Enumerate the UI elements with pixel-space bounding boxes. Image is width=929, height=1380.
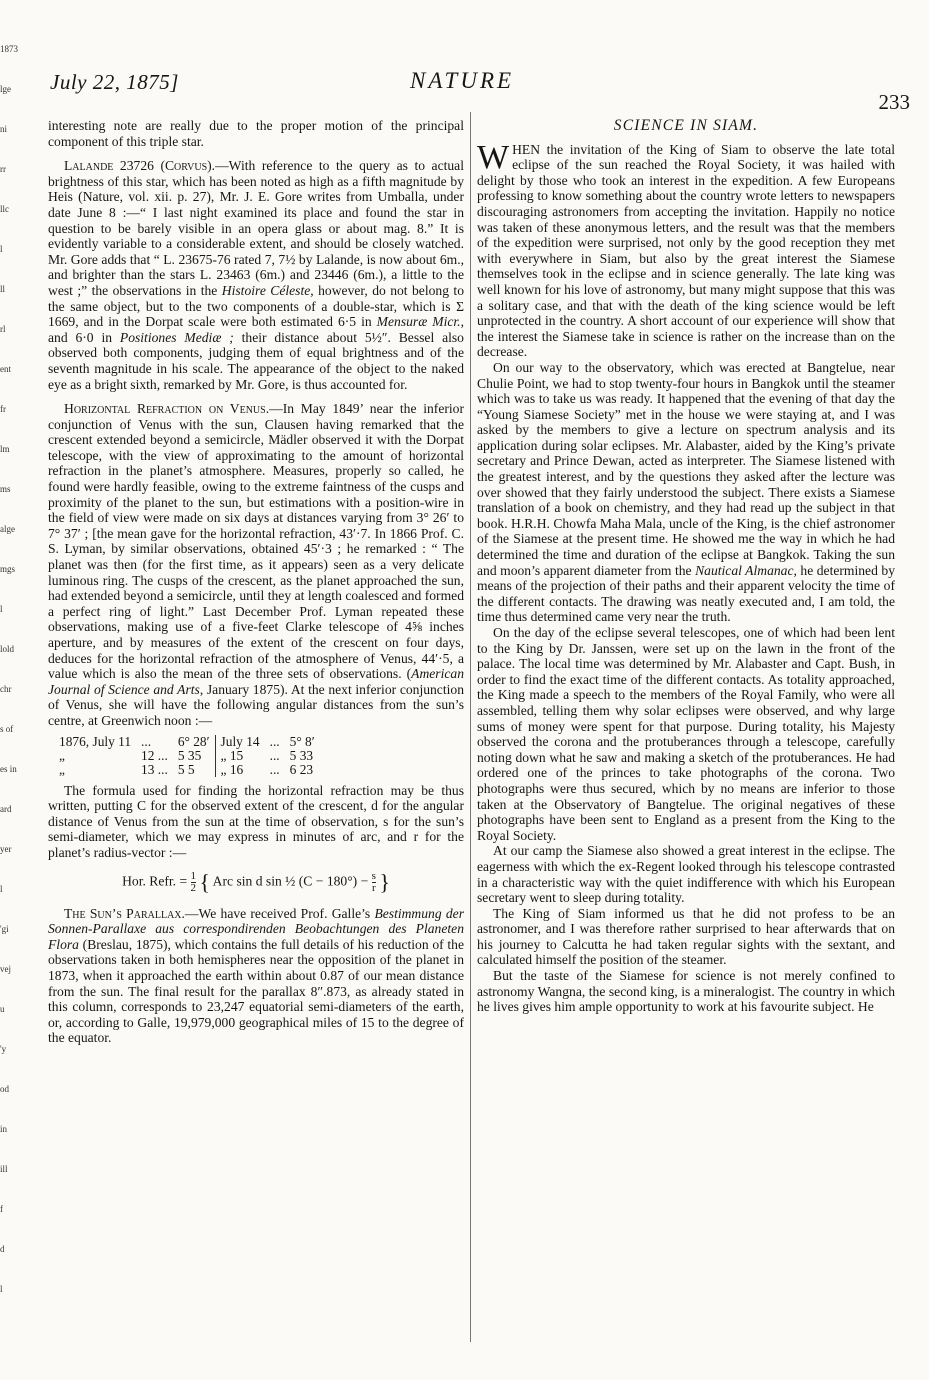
frac2-num: s xyxy=(371,869,376,882)
table-row xyxy=(54,735,320,749)
margin-fragment: ill xyxy=(0,1164,8,1174)
distance-table xyxy=(54,735,320,777)
table-cell: ... xyxy=(269,733,280,749)
almanac-citation: Nautical Almanac xyxy=(695,562,794,578)
margin-fragment: fr xyxy=(0,404,6,414)
brace-close: } xyxy=(379,869,390,895)
refraction-formula xyxy=(48,871,464,894)
margin-fragment: l xyxy=(0,884,3,894)
margin-fragment: rl xyxy=(0,324,6,334)
page-number: 233 xyxy=(878,90,910,114)
margin-fragment: lge xyxy=(0,84,11,94)
table-cell: 12 ... xyxy=(141,747,168,763)
siam-paragraph-3: On the day of the eclipse several telescopes, one of which had been lent to the King by Dr. Janssen, were set up on the lawn in the front of the palace. The local time was determined by Mr. Alabaster and Capt. Bush, in order to find the exact time of the different contacts. As totality approached, the King made a speech to the members of the Royal Family, who were all assembled, telling them why solar eclipses were observed, and why large sums of money were spent for that purpose. During totality, his Majesty observed the corona and the protuberances through a telescope, carefully noting down what he saw and making a sketch of the protuberances. He had ordered one of the princes to take photographs of the corona. Two photographs were thus secured, which by no means are inferior to those taken at the Observatory of Bangtelue. The original negatives of these photographs have been sent to England as a present from the King to the Royal Society. xyxy=(477,625,895,843)
parallax-text-a: —We have received Prof. Galle’s xyxy=(184,905,371,921)
table-cell: 5 35 xyxy=(177,747,202,763)
siam-text-1: HEN the invitation of the King of Siam to observe the late total eclipse of the sun reached the Royal Society, it was hailed with delight by those who took an interest in the expedition. A few Europeans professing to know something about the country wrote letters to newspapers discouraging astronomers from accepting the invitation. Happily no notice was taken of these anonymous letters, and the result was that the members of the expedition were surprised, not only by the good reception they met with everywhere in Siam, but also by the great interest the Siamese themselves took in the eclipse and in science generally. The late king was well known for his love of astronomy, but many might suppose that this was a solitary case, and that with the death of the king science would be left unprotected in the country. A short account of our experience will show that the interest the Siamese take in science is rather on the increase than on the decrease. xyxy=(477,141,895,360)
siam-paragraph-5: The King of Siam informed us that he did not profess to be an astronomer, and I was therefore rather surprised to hear afterwards that on his journey to Calcutta he had taken regular sights with the sextant, and calculated himself the position of the steamer. xyxy=(477,905,895,968)
margin-fragment: llc xyxy=(0,204,9,214)
margin-fragment: ni xyxy=(0,124,8,134)
frac-num: 1 xyxy=(190,869,197,882)
page-header xyxy=(50,66,910,114)
intro-paragraph: interesting note are really due to the proper motion of the principal component of this triple star. xyxy=(48,118,464,149)
table-cell: 13 ... xyxy=(141,761,168,777)
table-cell: 5 5 xyxy=(177,761,195,777)
margin-fragment: chr xyxy=(0,684,12,694)
venus-paragraph xyxy=(48,401,464,728)
formula-lhs: Hor. Refr. = xyxy=(122,873,188,889)
lalande-text-c: , and 6·0 in xyxy=(48,314,464,345)
venus-citation: American Journal of Science and Arts xyxy=(48,666,464,697)
margin-fragment: ent xyxy=(0,364,11,374)
left-column xyxy=(48,118,464,1046)
parallax-text-b: (Breslau, 1875), which contains the full details of his reduction of the observations taken in both hemispheres near the opposition of the planet in 1873, when it approached the earth within about 0.87 of our mean distance from the sun. The final result for the parallax 8″.873, as already stated in this column, corresponds to 23,247 equatorial semi-diameters of the earth, or, according to Galle, 19,979,000 geographical miles of 15 to the degree of the equator. xyxy=(48,936,464,1046)
margin-fragment: 'gi xyxy=(0,924,9,934)
drop-capital: W xyxy=(477,138,510,176)
table-cell: 6 23 xyxy=(289,761,314,777)
table-cell: ... xyxy=(141,733,152,749)
siam-text-2b: , he determined by means of the projection of their paths and their apparent velocity the time of the different contacts. The drawing was neatly executed and, I am told, the time thus determined came very near the truth. xyxy=(477,562,895,625)
margin-fragment: l xyxy=(0,1284,3,1294)
table-cell: „ xyxy=(59,747,65,763)
margin-fragment: in xyxy=(0,1124,8,1134)
parallax-paragraph xyxy=(48,906,464,1046)
parallax-citation: Bestimmung der Sonnen-Parallaxe aus correspondirenden Beobachtungen des Planeten Flora xyxy=(48,905,464,952)
margin-fragment: d xyxy=(0,1244,5,1254)
margin-fragment: alge xyxy=(0,524,15,534)
siam-text-2a: On our way to the observatory, which was erected at Bangtelue, near Chulie Point, we had to stop twenty-four hours in Bangkok until the steamer which was to take us was ready. It happened that the evening of that day the “Young Siamese Society” met in the house we were staying at, and I was asked by the members to give a lecture on spectrum analysis and its application during solar eclipses. Mr. Alabaster, aided by the King’s private secretary and Prince Dewan, acted as interpreter. The Siamese listened with the greatest interest, and by the questions they asked after the lecture was over showed that they fairly understood the subject. There exists a Siamese translation of a book on chemistry, and they had read up the subject in that book. H.R.H. Chowfa Maha Mala, uncle of the King, is the chief astronomer of the Siamese at the present time. He showed me the way in which he had determined the time and duration of the eclipse at Bangkok. Taking the sun and moon’s apparent diameter from the xyxy=(477,359,895,578)
parallax-heading: The Sun’s Parallax. xyxy=(64,905,185,921)
margin-fragment: ard xyxy=(0,804,12,814)
table-cell: 5 33 xyxy=(289,747,314,763)
right-column xyxy=(477,118,895,1015)
margin-fragment: 1873 xyxy=(0,44,18,54)
table-cell: July 14 xyxy=(215,735,265,749)
table-cell: „ 16 xyxy=(215,763,265,777)
margin-fragment: yer xyxy=(0,844,12,854)
margin-fragment: 'y xyxy=(0,1044,7,1054)
lalande-text-d: their distance about 5½″. Bessel also observed both components, judging them of equal brightness and of the seventh magnitude in his scale. The appearance of the object to the naked eye as a bright sixth, remarked by Mr. Gore, is thus accounted for. xyxy=(48,329,464,392)
table-cell: ... xyxy=(269,747,280,763)
binding-margin xyxy=(0,40,24,1340)
margin-fragment: l xyxy=(0,244,3,254)
journal-title: NATURE xyxy=(410,68,515,93)
margin-fragment: ms xyxy=(0,484,11,494)
table-cell: „ xyxy=(59,761,65,777)
frac2-den: r xyxy=(371,881,376,894)
lalande-citation-2: Mensuræ Micr. xyxy=(376,314,461,330)
margin-fragment: vej xyxy=(0,964,11,974)
table-cell: 1876, July 11 xyxy=(59,733,132,749)
margin-fragment: l xyxy=(0,604,3,614)
venus-text-a: —In May 1849’ near the inferior conjunction of Venus with the sun, Clausen having remarked that the crescent extended beyond a semicircle, Mädler observed it with the Dorpat telescope, with the view of approximating to the amount of horizontal refraction in the planet’s atmosphere. Measures, properly so called, he found were hardly feasible, owing to the extreme faintness of the cusps and proximity of the planet to the sun, but estimations with a position-wire in the field of view were made on six days at distances varying from 3° 26′ to 7° 37′ ; [the mean gave for the horizontal refraction, 43′·7. In 1866 Prof. C. S. Lyman, by similar observations, obtained 45′·3 ; he remarked : “ The planet was then (for the first time, as it appears) seen as a very delicate luminous ring. The cusps of the crescent, as the planet approached the sun, had extended beyond a semicircle, until they at length coalesced and formed a perfect ring of light.” Last December Prof. Lyman repeated these observations, making use of a five-feet Clarke telescope of 4⅝ inches aperture, and by measures of the extent of the crescent on four days, deduces for the horizontal refraction of the atmosphere of Venus, 44′·5, a value which is also the mean of the three sets of observations. ( xyxy=(48,401,464,682)
column-divider xyxy=(470,112,471,1342)
margin-fragment: f xyxy=(0,1204,3,1214)
lalande-text-b: , however, do not belong to the same object, but to the two components of a double-star, which is Σ 1669, and in the Dorpat scale were both estimated 6·5 in xyxy=(48,282,465,330)
margin-fragment: lold xyxy=(0,644,15,654)
lalande-citation-3: Positiones Mediæ ; xyxy=(119,329,234,345)
margin-fragment: rr xyxy=(0,164,6,174)
margin-fragment: lm xyxy=(0,444,10,454)
lalande-paragraph xyxy=(48,158,464,392)
siam-paragraph-4: At our camp the Siamese also showed a great interest in the eclipse. The eagerness with which the ex-Regent looked through his telescope contrasted in a characteristic way with the quiet indifference with which his European secretary went to sleep during totality. xyxy=(477,843,895,906)
table-cell: 6° 28′ xyxy=(177,733,210,749)
table-cell: ... xyxy=(269,761,280,777)
frac-den: 2 xyxy=(190,881,197,894)
siam-paragraph-1 xyxy=(477,138,895,360)
formula-mid: Arc sin d sin ½ (C − 180°) − xyxy=(212,873,369,889)
siam-paragraph-6: But the taste of the Siamese for science is not merely confined to astronomy Wangna, the second king, is a mineralogist. The country in which he lives gives him ample opportunity to work at his favourite subject. He xyxy=(477,968,895,1015)
venus-text-b: , January 1875). At the next inferior conjunction of Venus, she will have the following angular distances from the sun’s centre, at Greenwich noon :— xyxy=(48,681,464,728)
margin-fragment: od xyxy=(0,1084,9,1094)
siam-paragraph-2 xyxy=(477,360,895,625)
lalande-citation-1: Histoire Céleste xyxy=(221,282,311,298)
table-row xyxy=(54,763,320,777)
table-cell: „ 15 xyxy=(215,749,265,763)
margin-fragment: u xyxy=(0,1004,5,1014)
brace-open: { xyxy=(199,869,211,895)
formula-half xyxy=(191,871,197,894)
margin-fragment: mgs xyxy=(0,564,16,574)
header-date: July 22, 1875] xyxy=(50,70,179,94)
formula-intro: The formula used for finding the horizontal refraction may be thus written, putting C for the observed extent of the crescent, d for the angular distance of Venus from the sun at the time of observation, s for the sun’s semi-diameter, which we may express in minutes of arc, and r for the planet’s radius-vector :— xyxy=(48,782,464,860)
table-row xyxy=(54,749,320,763)
article-title: SCIENCE IN SIAM. xyxy=(613,117,759,134)
lalande-text-a: —With reference to the query as to actual brightness of this star, which has been noted as high as a fifth magnitude by Heis (Nature, vol. xii. p. 27), Mr. J. E. Gore writes from Umballa, under date June 8 :—“ I last night examined its place and found the star in question to be barely visible in an opera glass or about mag. 8.” It is evidently variable to a considerable extent, and should be closely watched. Mr. Gore adds that “ L. 23675-76 rated 7, 7½ by Lalande, is now about 6m., and brighter than the stars L. 23463 (6m.) and 23446 (6m.), a little to the west ;” the observations in the xyxy=(48,158,464,298)
lalande-heading: Lalande 23726 (Corvus). xyxy=(64,158,216,174)
table-cell: 5° 8′ xyxy=(289,733,315,749)
margin-fragment: s of xyxy=(0,724,14,734)
formula-s-over-r xyxy=(372,871,376,894)
margin-fragment: ll xyxy=(0,284,6,294)
margin-fragment: es in xyxy=(0,764,17,774)
venus-heading: Horizontal Refraction on Venus. xyxy=(64,401,270,417)
